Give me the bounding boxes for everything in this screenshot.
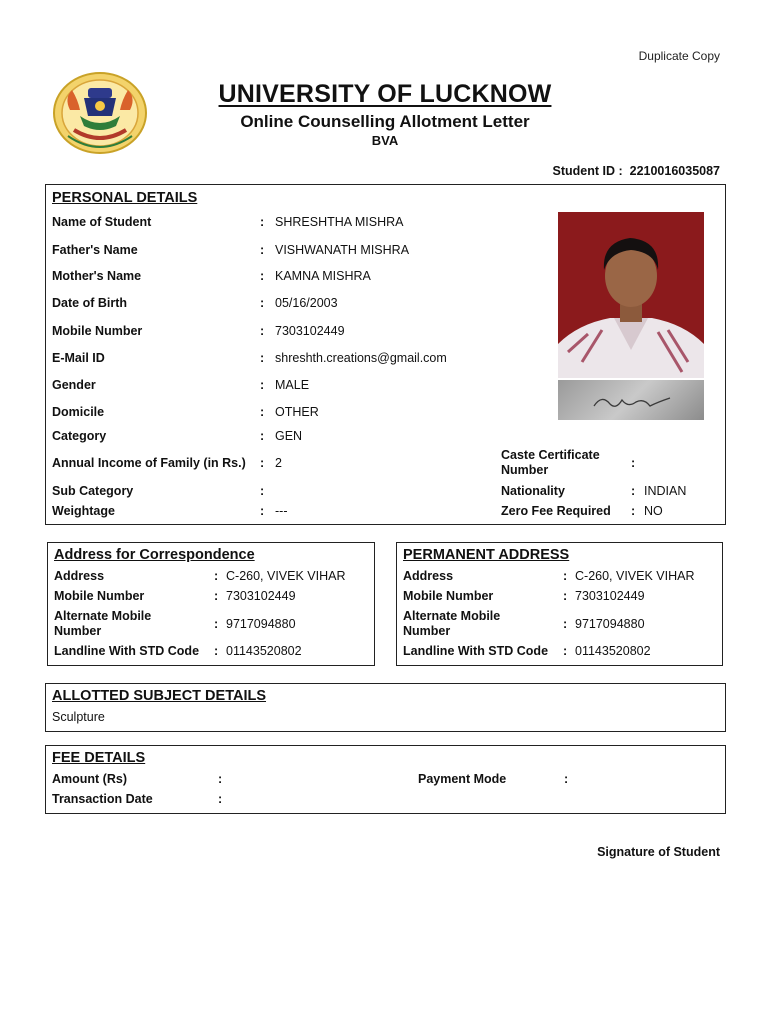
corr-value-address: C-260, VIVEK VIHAR <box>226 569 346 583</box>
perm-label-address: Address <box>403 569 454 583</box>
value-category: GEN <box>275 429 303 443</box>
student-id-label: Student ID : <box>552 164 623 178</box>
label-category: Category <box>52 429 107 443</box>
permanent-address-section <box>396 542 723 666</box>
perm-value-alt-mobile: 9717094880 <box>575 617 645 631</box>
perm-value-mobile: 7303102449 <box>575 589 645 603</box>
colon: : <box>214 589 219 603</box>
colon: : <box>260 405 265 419</box>
label-income: Annual Income of Family (in Rs.) <box>52 456 246 470</box>
perm-value-address: C-260, VIVEK VIHAR <box>575 569 695 583</box>
label-email: E-Mail ID <box>52 351 105 365</box>
colon: : <box>563 644 568 658</box>
corr-label-landline: Landline With STD Code <box>54 644 200 658</box>
personal-details-heading: PERSONAL DETAILS <box>52 190 198 206</box>
value-income: 2 <box>275 456 282 470</box>
label-mother-name: Mother's Name <box>52 269 142 283</box>
student-id-value: 2210016035087 <box>629 164 720 178</box>
colon: : <box>563 617 568 631</box>
colon: : <box>260 243 265 257</box>
value-nationality: INDIAN <box>644 484 687 498</box>
fee-label-transaction-date: Transaction Date <box>52 792 153 806</box>
value-name: SHRESHTHA MISHRA <box>275 215 404 229</box>
value-mobile: 7303102449 <box>275 324 345 338</box>
personal-details-section <box>45 184 726 525</box>
letter-title: Online Counselling Allotment Letter <box>240 112 530 131</box>
colon: : <box>214 617 219 631</box>
colon: : <box>260 429 265 443</box>
label-weightage: Weightage <box>52 504 115 518</box>
value-father-name: VISHWANATH MISHRA <box>275 243 410 257</box>
label-mobile: Mobile Number <box>52 324 143 338</box>
allotted-subject-section <box>45 683 726 732</box>
value-dob: 05/16/2003 <box>275 296 338 310</box>
corr-label-address: Address <box>54 569 105 583</box>
colon: : <box>214 569 219 583</box>
colon: : <box>214 644 219 658</box>
perm-value-landline: 01143520802 <box>575 644 651 658</box>
signature-of-student-label: Signature of Student <box>597 845 720 859</box>
value-domicile: OTHER <box>275 405 319 419</box>
course-name: BVA <box>371 133 399 148</box>
correspondence-address-section <box>47 542 375 666</box>
value-email: shreshth.creations@gmail.com <box>275 351 447 365</box>
label-domicile: Domicile <box>52 405 105 419</box>
fee-details-section <box>45 745 726 814</box>
corr-value-mobile: 7303102449 <box>226 589 296 603</box>
value-zero-fee: NO <box>644 504 663 518</box>
colon: : <box>218 772 223 786</box>
fee-heading: FEE DETAILS <box>52 750 146 766</box>
label-zero-fee: Zero Fee Required <box>501 504 611 518</box>
fee-label-payment-mode: Payment Mode <box>418 772 507 786</box>
corr-label-alt-mobile: Alternate Mobile Number <box>54 609 152 638</box>
value-mother-name: KAMNA MISHRA <box>275 269 371 283</box>
colon: : <box>631 484 636 498</box>
student-photo <box>558 212 704 378</box>
correspondence-heading: Address for Correspondence <box>54 547 255 563</box>
colon: : <box>563 569 568 583</box>
duplicate-copy-label: Duplicate Copy <box>638 49 720 63</box>
label-caste-certificate: Caste Certificate Number <box>501 448 600 477</box>
signature-image <box>558 380 704 420</box>
label-nationality: Nationality <box>501 484 565 498</box>
allotted-subject: Sculpture <box>52 710 105 724</box>
colon: : <box>631 504 636 518</box>
allotted-heading: ALLOTTED SUBJECT DETAILS <box>52 688 267 704</box>
perm-label-alt-mobile: Alternate Mobile Number <box>403 609 501 638</box>
colon: : <box>218 792 223 806</box>
colon: : <box>260 504 265 518</box>
colon: : <box>260 378 265 392</box>
label-sub-category: Sub Category <box>52 484 134 498</box>
colon: : <box>564 772 569 786</box>
value-gender: MALE <box>275 378 310 392</box>
corr-value-landline: 01143520802 <box>226 644 302 658</box>
colon: : <box>260 351 265 365</box>
fee-label-amount: Amount (Rs) <box>52 772 127 786</box>
corr-value-alt-mobile: 9717094880 <box>226 617 296 631</box>
perm-label-mobile: Mobile Number <box>403 589 494 603</box>
label-father-name: Father's Name <box>52 243 138 257</box>
colon: : <box>631 456 636 470</box>
perm-label-landline: Landline With STD Code <box>403 644 549 658</box>
colon: : <box>260 269 265 283</box>
colon: : <box>260 324 265 338</box>
colon: : <box>260 484 265 498</box>
colon: : <box>260 215 265 229</box>
label-name: Name of Student <box>52 215 152 229</box>
corr-label-mobile: Mobile Number <box>54 589 145 603</box>
university-title: UNIVERSITY OF LUCKNOW <box>218 80 552 108</box>
permanent-heading: PERMANENT ADDRESS <box>403 547 570 563</box>
label-dob: Date of Birth <box>52 296 127 310</box>
student-id <box>553 164 720 178</box>
colon: : <box>260 296 265 310</box>
value-weightage: --- <box>275 504 288 518</box>
label-gender: Gender <box>52 378 96 392</box>
colon: : <box>260 456 265 470</box>
colon: : <box>563 589 568 603</box>
